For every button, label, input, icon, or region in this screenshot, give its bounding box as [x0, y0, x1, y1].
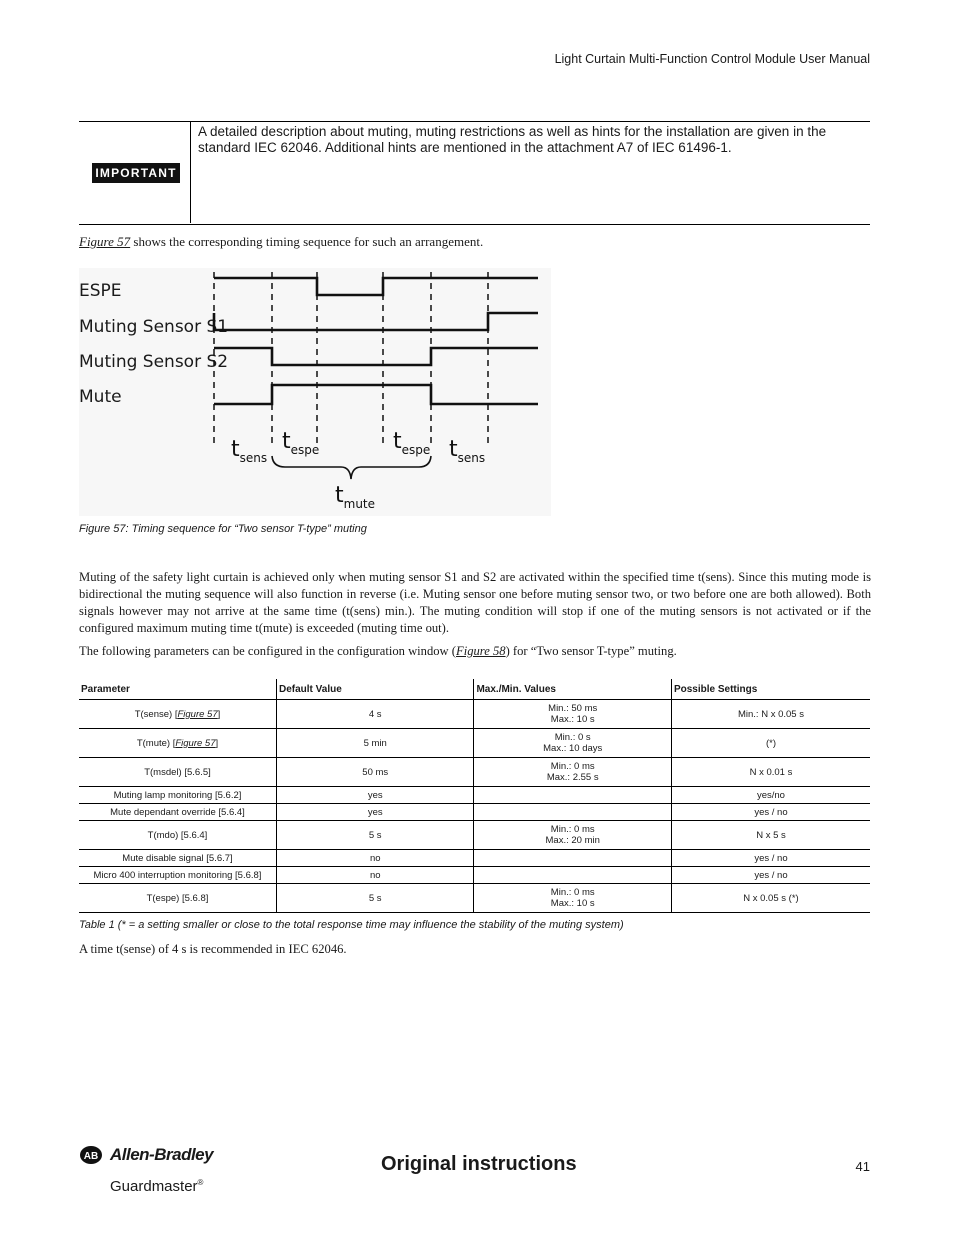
guardmaster-logo — [110, 1178, 203, 1195]
table-row — [79, 804, 870, 821]
timing-diagram — [79, 268, 551, 516]
signal-label-espe: ESPE — [79, 281, 122, 301]
cell-settings: N x 0.05 s (*) — [671, 884, 870, 913]
footer-title: Original instructions — [381, 1153, 577, 1175]
cell-parameter: Muting lamp monitoring [5.6.2] — [79, 787, 276, 804]
cell-default: yes — [276, 787, 473, 804]
label-t-espe-2: $t_{espe}$ — [393, 429, 431, 457]
cell-parameter: T(mdo) [5.6.4] — [79, 821, 276, 850]
label-t-espe-1: $t_{espe}$ — [282, 429, 320, 457]
cell-minmax — [474, 804, 671, 821]
cell-parameter: T(sense) [Figure 57] — [79, 700, 276, 729]
cell-minmax — [474, 787, 671, 804]
signal-label-s1: Muting Sensor S1 — [79, 317, 229, 337]
cell-minmax — [474, 867, 671, 884]
cell-minmax: Min.: 0 ms Max.: 10 s — [474, 884, 671, 913]
cell-parameter: Micro 400 interruption monitoring [5.6.8] — [79, 867, 276, 884]
cell-parameter: T(espe) [5.6.8] — [79, 884, 276, 913]
cell-default: no — [276, 850, 473, 867]
cell-default: 4 s — [276, 700, 473, 729]
figure-57-caption: Figure 57: Timing sequence for “Two sensor T-type” muting — [79, 523, 367, 535]
figure-intro — [79, 234, 483, 250]
label-t-sens-1: $t_{sens}$ — [231, 437, 268, 465]
cell-minmax: Min.: 0 s Max.: 10 days — [474, 729, 671, 758]
table-caption: Table 1 (* = a setting smaller or close to the total response time may influence the stability of the muting system) — [79, 919, 624, 931]
cell-parameter: Mute dependant override [5.6.4] — [79, 804, 276, 821]
diagram-background — [79, 268, 551, 516]
svg-text:AB: AB — [83, 1151, 99, 1162]
label-t-mute: $t_{mute}$ — [335, 483, 376, 511]
table-row — [79, 821, 870, 850]
config-text-before: The following parameters can be configured in the configuration window ( — [79, 644, 456, 658]
allen-bradley-logo-icon — [79, 1145, 103, 1165]
cell-minmax: Min.: 0 ms Max.: 2.55 s — [474, 758, 671, 787]
important-divider — [190, 121, 191, 223]
header-max-min-values: Max./Min. Values — [474, 679, 671, 700]
cell-default: 5 s — [276, 821, 473, 850]
table-row — [79, 787, 870, 804]
table-row — [79, 729, 870, 758]
cell-settings: yes / no — [671, 850, 870, 867]
cell-settings: Min.: N x 0.05 s — [671, 700, 870, 729]
label-t-sens-2: $t_{sens}$ — [449, 437, 486, 465]
cell-minmax — [474, 850, 671, 867]
parameter-table — [79, 679, 870, 913]
config-text-after: ) for “Two sensor T-type” muting. — [505, 644, 677, 658]
figure-58-link[interactable]: Figure 58 — [456, 644, 506, 658]
cell-settings: N x 5 s — [671, 821, 870, 850]
cell-default: 5 s — [276, 884, 473, 913]
cell-default: 50 ms — [276, 758, 473, 787]
cell-default: 5 min — [276, 729, 473, 758]
cell-parameter: T(mute) [Figure 57] — [79, 729, 276, 758]
header-parameter: Parameter — [79, 679, 276, 700]
table-row — [79, 850, 870, 867]
cell-settings: yes / no — [671, 867, 870, 884]
signal-label-mute: Mute — [79, 387, 122, 407]
cell-minmax: Min.: 0 ms Max.: 20 min — [474, 821, 671, 850]
table-row — [79, 884, 870, 913]
table-header-row — [79, 679, 870, 700]
table-row — [79, 758, 870, 787]
running-header: Light Curtain Multi-Function Control Module User Manual — [554, 52, 870, 66]
cell-minmax: Min.: 50 ms Max.: 10 s — [474, 700, 671, 729]
page-number: 41 — [855, 1159, 870, 1174]
figure-57-link[interactable]: Figure 57 — [79, 234, 131, 249]
signal-label-s2: Muting Sensor S2 — [79, 352, 229, 372]
cell-default: yes — [276, 804, 473, 821]
table-row — [79, 700, 870, 729]
guardmaster-text: Guardmaster — [110, 1178, 198, 1195]
important-text: A detailed description about muting, muting restrictions as well as hints for the installation are given in the standard IEC 62046. Additional hints are mentioned in the attachment A7 of IEC 61496-1. — [198, 124, 827, 155]
config-paragraph — [79, 643, 871, 660]
header-possible-settings: Possible Settings — [671, 679, 870, 700]
cell-settings: N x 0.01 s — [671, 758, 870, 787]
table-row — [79, 867, 870, 884]
cell-settings: yes / no — [671, 804, 870, 821]
registered-mark: ® — [197, 1178, 204, 1187]
allen-bradley-logo-text: Allen-Bradley — [110, 1145, 214, 1164]
muting-paragraph: Muting of the safety light curtain is achieved only when muting sensor S1 and S2 are activated within the specified time t(sens). Since this muting mode is bidirectional the muting sequence will also function in reverse (i.e. Muting sensor one before muting sensor two, or two before one are both allowed). Both signals however may not arrive at the same time (t(sens) min.). The muting condition will stop if one of the muting sensors is not activated or if the configured maximum muting time t(mute) is exceeded (muting time out). — [79, 570, 871, 635]
figure-57-link[interactable]: Figure 57 — [175, 737, 216, 749]
header-default-value: Default Value — [276, 679, 473, 700]
cell-settings: (*) — [671, 729, 870, 758]
cell-parameter: T(msdel) [5.6.5] — [79, 758, 276, 787]
cell-default: no — [276, 867, 473, 884]
figure-57-link[interactable]: Figure 57 — [177, 708, 218, 720]
iec-recommendation: A time t(sense) of 4 s is recommended in IEC 62046. — [79, 942, 347, 956]
cell-parameter: Mute disable signal [5.6.7] — [79, 850, 276, 867]
figure-intro-text: shows the corresponding timing sequence for such an arrangement. — [130, 234, 484, 249]
cell-settings: yes/no — [671, 787, 870, 804]
important-badge: IMPORTANT — [92, 163, 180, 183]
